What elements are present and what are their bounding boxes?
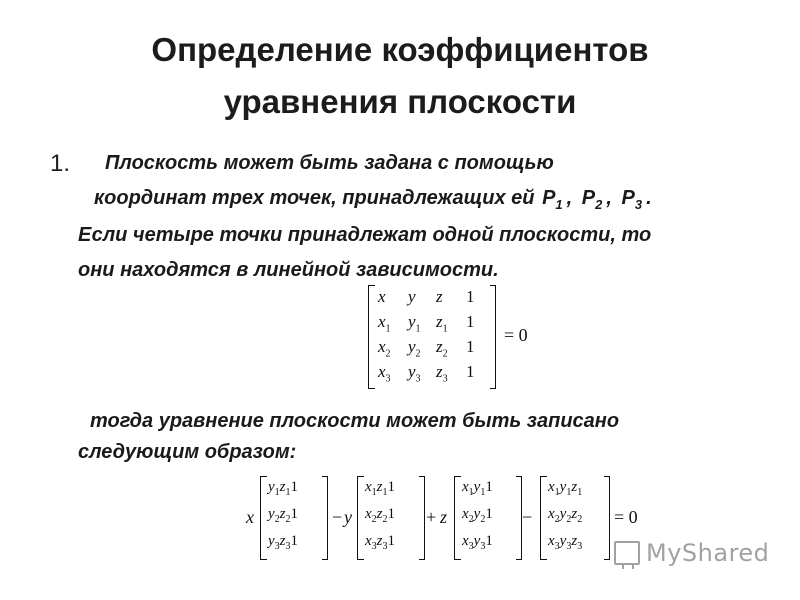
matrix-row: $y_3z_31$ — [268, 533, 299, 552]
equation-operator: + — [426, 507, 437, 527]
matrix-cell: $z_3$ — [436, 362, 448, 385]
matrix-cell: $y_3$ — [408, 362, 421, 385]
matrix-cell: 1 — [466, 287, 475, 306]
equation-variable: z — [440, 507, 448, 527]
matrix-row: $x_2y_21$ — [462, 506, 493, 525]
matrix-cell: z — [436, 287, 443, 306]
equation-variable: x — [246, 507, 254, 527]
equation-operator: = 0 — [614, 507, 638, 527]
point-3: $P_3$ — [621, 187, 643, 212]
watermark — [614, 536, 769, 570]
title-line-2: уравнения плоскости — [223, 83, 577, 120]
matrix-cell: 1 — [466, 337, 475, 356]
matrix-row: $x_1y_11$ — [462, 479, 493, 498]
title-line-1: Определение коэффициентов — [151, 31, 649, 68]
matrix-row: $x_3y_3z_3$ — [548, 533, 583, 552]
slide-title — [0, 24, 800, 128]
determinant-3x3 — [454, 476, 522, 560]
equation-operator: − — [522, 507, 533, 527]
watermark-text: MyShared — [646, 539, 770, 567]
equation-operator: − — [332, 507, 343, 527]
point-1: $P_1$ — [542, 187, 563, 212]
matrix-cell: 1 — [466, 312, 475, 331]
matrix-cell: $x_3$ — [378, 362, 391, 385]
text-line-1: Плоскость может быть задана с помощью — [105, 152, 554, 174]
matrix-row: $y_2z_21$ — [268, 506, 299, 525]
point-2: $P_2$ — [581, 187, 603, 212]
matrix-cell: $x_1$ — [378, 312, 391, 335]
determinant-4x4 — [368, 285, 496, 389]
text-line-3: Если четыре точки принадлежат одной плоскости, то — [78, 224, 652, 246]
text-line-6: следующим образом: — [78, 441, 297, 463]
determinant-equals-zero: = 0 — [504, 325, 528, 345]
matrix-row: $x_2y_2z_2$ — [548, 506, 583, 525]
matrix-cell: 1 — [466, 362, 475, 381]
determinant-3x3 — [260, 476, 328, 560]
points-list: $P_1$ , $P_2$ , $P_3$ . — [542, 187, 652, 212]
determinant-3x3 — [357, 476, 425, 560]
matrix-row: $x_1y_1z_1$ — [548, 479, 583, 498]
determinant-3x3 — [540, 476, 610, 560]
text-line-2-words: координат трех точек, принадлежащих ей — [94, 187, 535, 209]
matrix-row: $x_1z_11$ — [365, 479, 396, 498]
equation-variable: y — [344, 507, 352, 527]
matrix-cell: x — [378, 287, 386, 306]
matrix-cell: $z_2$ — [436, 337, 448, 360]
text-line-2 — [94, 187, 654, 212]
text-line-4: они находятся в линейной зависимости. — [78, 259, 499, 281]
matrix-row: $x_3y_31$ — [462, 533, 493, 552]
matrix-row: $x_3z_31$ — [365, 533, 396, 552]
matrix-row: $x_2z_21$ — [365, 506, 396, 525]
matrix-cell: $y_1$ — [408, 312, 421, 335]
matrix-cell: $x_2$ — [378, 337, 391, 360]
matrix-cell: $z_1$ — [436, 312, 448, 335]
matrix-row: $y_1z_11$ — [268, 479, 299, 498]
matrix-cell: $y_2$ — [408, 337, 421, 360]
text-line-5: тогда уравнение плоскости может быть записано — [90, 410, 620, 432]
presentation-board-icon — [614, 541, 640, 565]
matrix-cell: y — [408, 287, 416, 306]
plane-equation — [240, 476, 660, 560]
item-number: 1. — [50, 150, 71, 177]
